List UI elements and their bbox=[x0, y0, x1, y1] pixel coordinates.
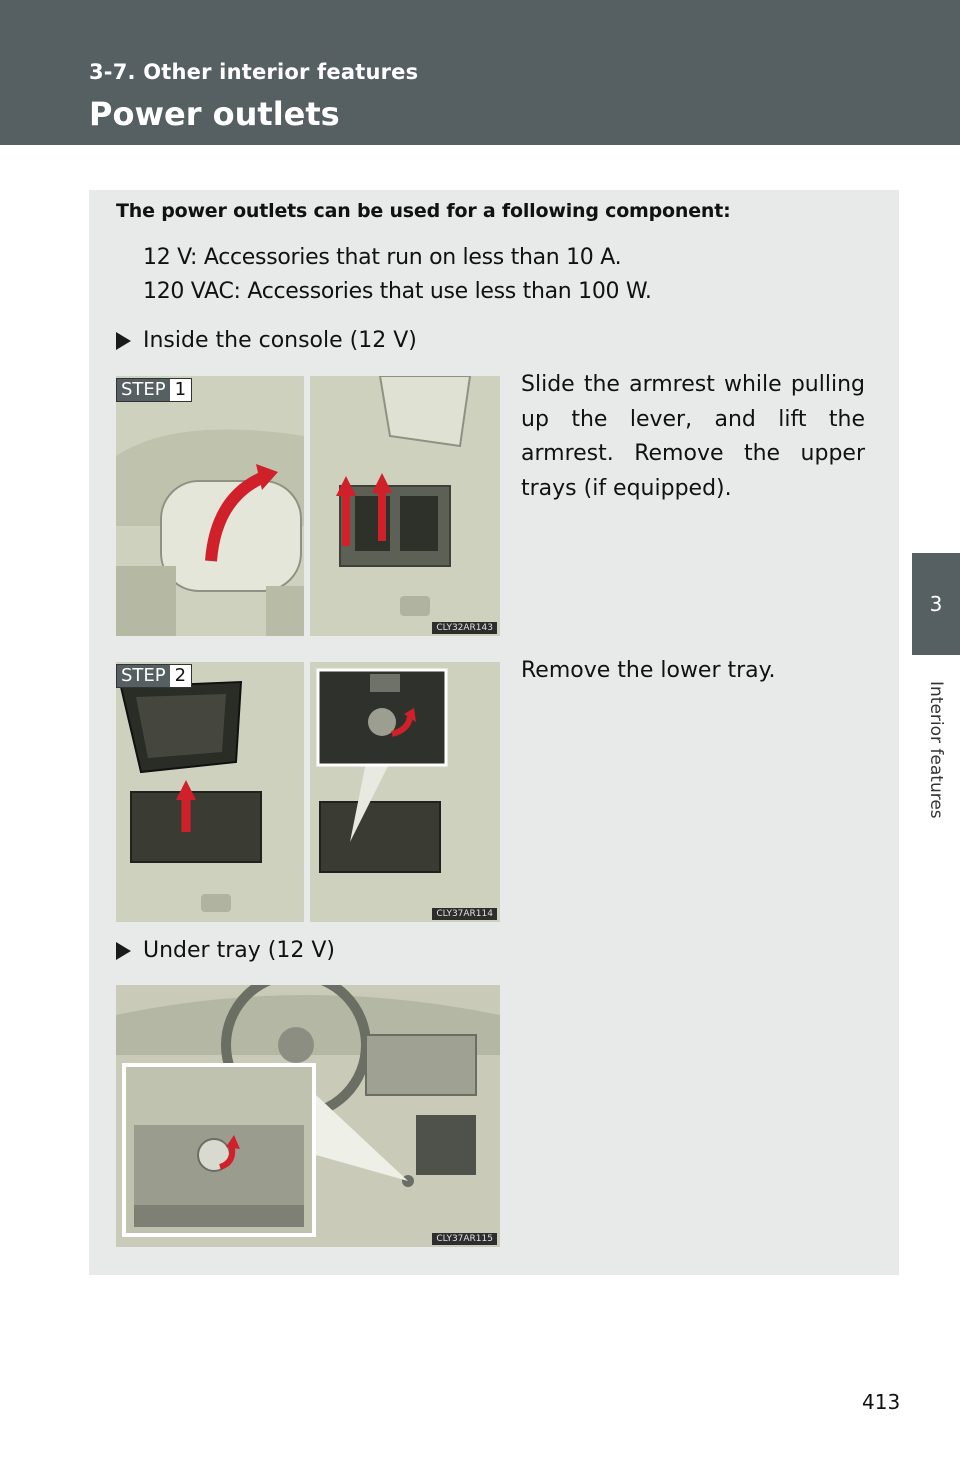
step-number: 1 bbox=[174, 379, 187, 400]
page-number: 413 bbox=[862, 1390, 901, 1414]
step-label: STEP bbox=[117, 665, 170, 687]
step-1-illustration-right bbox=[310, 376, 500, 636]
console-outlet-illustration bbox=[310, 662, 500, 922]
step-1-illustration-left bbox=[116, 376, 304, 636]
chapter-tab-text: Interior features bbox=[926, 681, 946, 819]
lower-tray-illustration bbox=[116, 662, 304, 922]
image-code: CLY37AR115 bbox=[432, 1233, 497, 1245]
under-tray-illustration bbox=[116, 985, 500, 1247]
image-code: CLY37AR114 bbox=[432, 908, 497, 920]
step-number: 2 bbox=[174, 665, 187, 686]
bullet-under-tray bbox=[116, 938, 335, 963]
bullet-under-tray-text: Under tray (12 V) bbox=[143, 938, 335, 963]
page-header bbox=[0, 0, 960, 145]
step-2-illustration-left bbox=[116, 662, 304, 922]
chapter-tab-label bbox=[912, 655, 960, 845]
page-title: Power outlets bbox=[89, 95, 340, 133]
step-1-text: Slide the armrest while pulling up the lever, and lift the armrest. Remove the upper trays (if equipped). bbox=[521, 372, 865, 501]
dashboard-outlet-illustration bbox=[116, 985, 500, 1247]
upper-trays-illustration bbox=[310, 376, 500, 636]
bullet-console bbox=[116, 328, 417, 353]
step-2-illustration-right bbox=[310, 662, 500, 922]
chapter-tab[interactable]: 3 bbox=[912, 553, 960, 655]
spec-line-12v: 12 V: Accessories that run on less than 10 A. bbox=[143, 245, 622, 270]
step-label: STEP bbox=[117, 379, 170, 401]
right-triangle-icon bbox=[116, 332, 131, 350]
right-triangle-icon bbox=[116, 942, 131, 960]
step-2-text: Remove the lower tray. bbox=[521, 658, 776, 683]
section-label: 3-7. Other interior features bbox=[89, 60, 419, 84]
image-code: CLY32AR143 bbox=[432, 622, 497, 634]
intro-text: The power outlets can be used for a following component: bbox=[116, 200, 731, 222]
bullet-console-text: Inside the console (12 V) bbox=[143, 328, 417, 353]
spec-line-120vac: 120 VAC: Accessories that use less than 100 W. bbox=[143, 279, 652, 304]
step-1-badge bbox=[116, 378, 192, 402]
armrest-slide-illustration bbox=[116, 376, 304, 636]
step-2-badge bbox=[116, 664, 192, 688]
